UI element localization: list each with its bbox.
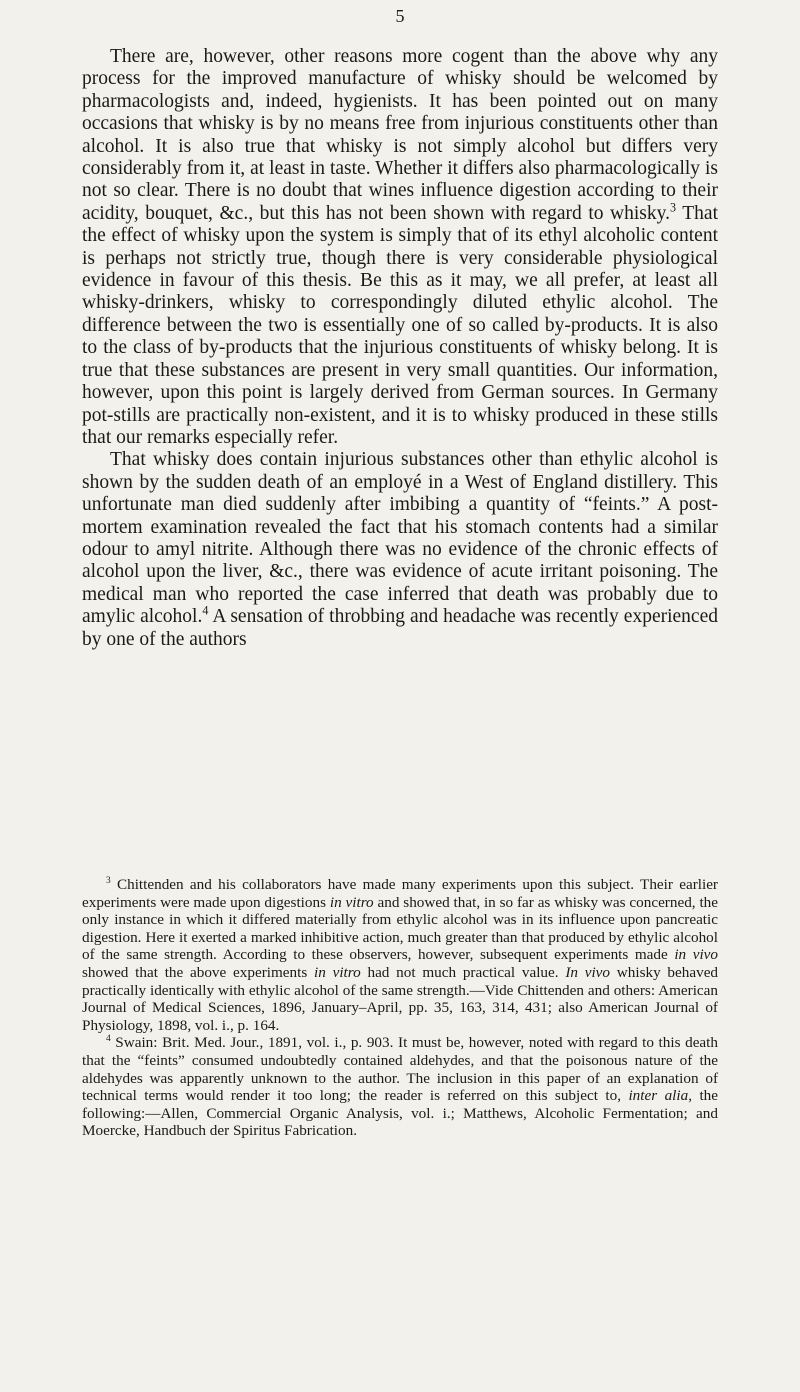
footnote-3-italic: in vitro [314, 963, 361, 981]
paragraph-2 [82, 449, 718, 651]
paragraph-2-text-a: That whisky does contain injurious substances other than ethylic alcohol is shown by the sudden death of an employé in a West of England distillery. This unfortunate man died suddenly after imbibing a quantity of “feints.” A post-mortem examination revealed the fact that his stomach contents had a similar odour to amyl nitrite. Although there was no evidence of the chronic effects of alcohol upon the liver, &c., there was evidence of acute irritant poisoning. The medical man who reported the case inferred that death was probably due to amylic alcohol. [82, 449, 718, 628]
paragraph-1-text-a: There are, however, other reasons more cogent than the above why any process for the improved manufacture of whisky should be welcomed by pharmacologists and, indeed, hygienists. It has been pointed out on many occasions that whisky is by no means free from injurious constituents other than alcohol. It is also true that whisky is not simply alcohol but differs very considerably from it, at least in taste. Whether it differs also pharmacologically is not so clear. There is no doubt that wines influence digestion according to their acidity, bouquet, &c., but this has not been shown with regard to whisky. [82, 46, 718, 224]
footnote-3-text: and showed that, in so far as whisky was concerned, the only instance in which it differed materially from ethylic alcohol was in its influence upon pancreatic digestion. Here it exerted a marked inhibitive action, much greater than that produced by ethylic alcohol of the same strength. According to these observers, however, subsequent experiments made [82, 893, 718, 964]
footnote-3-text: whisky behaved practically identically with ethylic alcohol of the same strength.—Vide Chittenden and others: American Journal of Medical Sciences, 1896, January–April, pp. 35, 163, 314, 431; also American Journal of Physiology, 1898, vol. i., p. 164. [82, 963, 719, 1034]
footnote-3-italic: in vitro [329, 893, 374, 911]
footnote-3-italic: In vivo [565, 963, 611, 981]
footnotes [82, 876, 718, 1140]
paragraph-1 [82, 46, 718, 449]
footnote-3 [82, 876, 718, 1034]
footnote-4-italic: inter alia [628, 1087, 689, 1105]
footnote-4-text: , the following:—Allen, Commercial Organic Analysis, vol. i.; Matthews, Alcoholic Fermentation; and Moercke, Handbuch der Spiritus Fabrication. [82, 1087, 719, 1140]
body-text [82, 46, 718, 651]
footnote-ref-3: 3 [670, 200, 677, 215]
footnote-ref-4: 4 [202, 603, 209, 618]
footnote-4-number: 4 [106, 1034, 111, 1045]
footnote-3-italic: in vivo [674, 946, 719, 964]
footnote-3-text: showed that the above experiments [82, 963, 315, 981]
page-number: 5 [395, 6, 405, 26]
footnote-3-text: had not much practical value. [360, 963, 566, 981]
footnote-3-number: 3 [106, 875, 111, 886]
footnote-3-text: Chittenden and his collaborators have made many experiments upon this subject. Their earlier experiments were made upon digestions [82, 876, 718, 911]
paragraph-2-text-b: A sensation of throbbing and headache was recently experienced by one of the authors [82, 606, 718, 650]
footnote-4-text: Swain: Brit. Med. Jour., 1891, vol. i., p. 903. It must be, however, noted with regard to this death that the “feints” consumed undoubtedly contained aldehydes, and that the poisonous nature of the aldehydes was apparently unknown to the author. The inclusion in this paper of an explanation of technical terms would render it too long; the reader is referred on this subject to, [82, 1034, 718, 1105]
footnote-4 [82, 1034, 718, 1140]
paragraph-1-text-b: That the effect of whisky upon the system is simply that of its ethyl alcoholic content is perhaps not strictly true, though there is very considerable physiological evidence in favour of this thesis. Be this as it may, we all prefer, at least all whisky-drinkers, whisky to correspondingly diluted ethylic alcohol. The difference between the two is essentially one of so called by-products. It is also to the class of by-products that the injurious constituents of whisky belong. It is true that these substances are present in very small quantities. Our information, however, upon this point is largely derived from German sources. In Germany pot-stills are practically non-existent, and it is to whisky produced in these stills that our remarks especially refer. [82, 202, 718, 448]
